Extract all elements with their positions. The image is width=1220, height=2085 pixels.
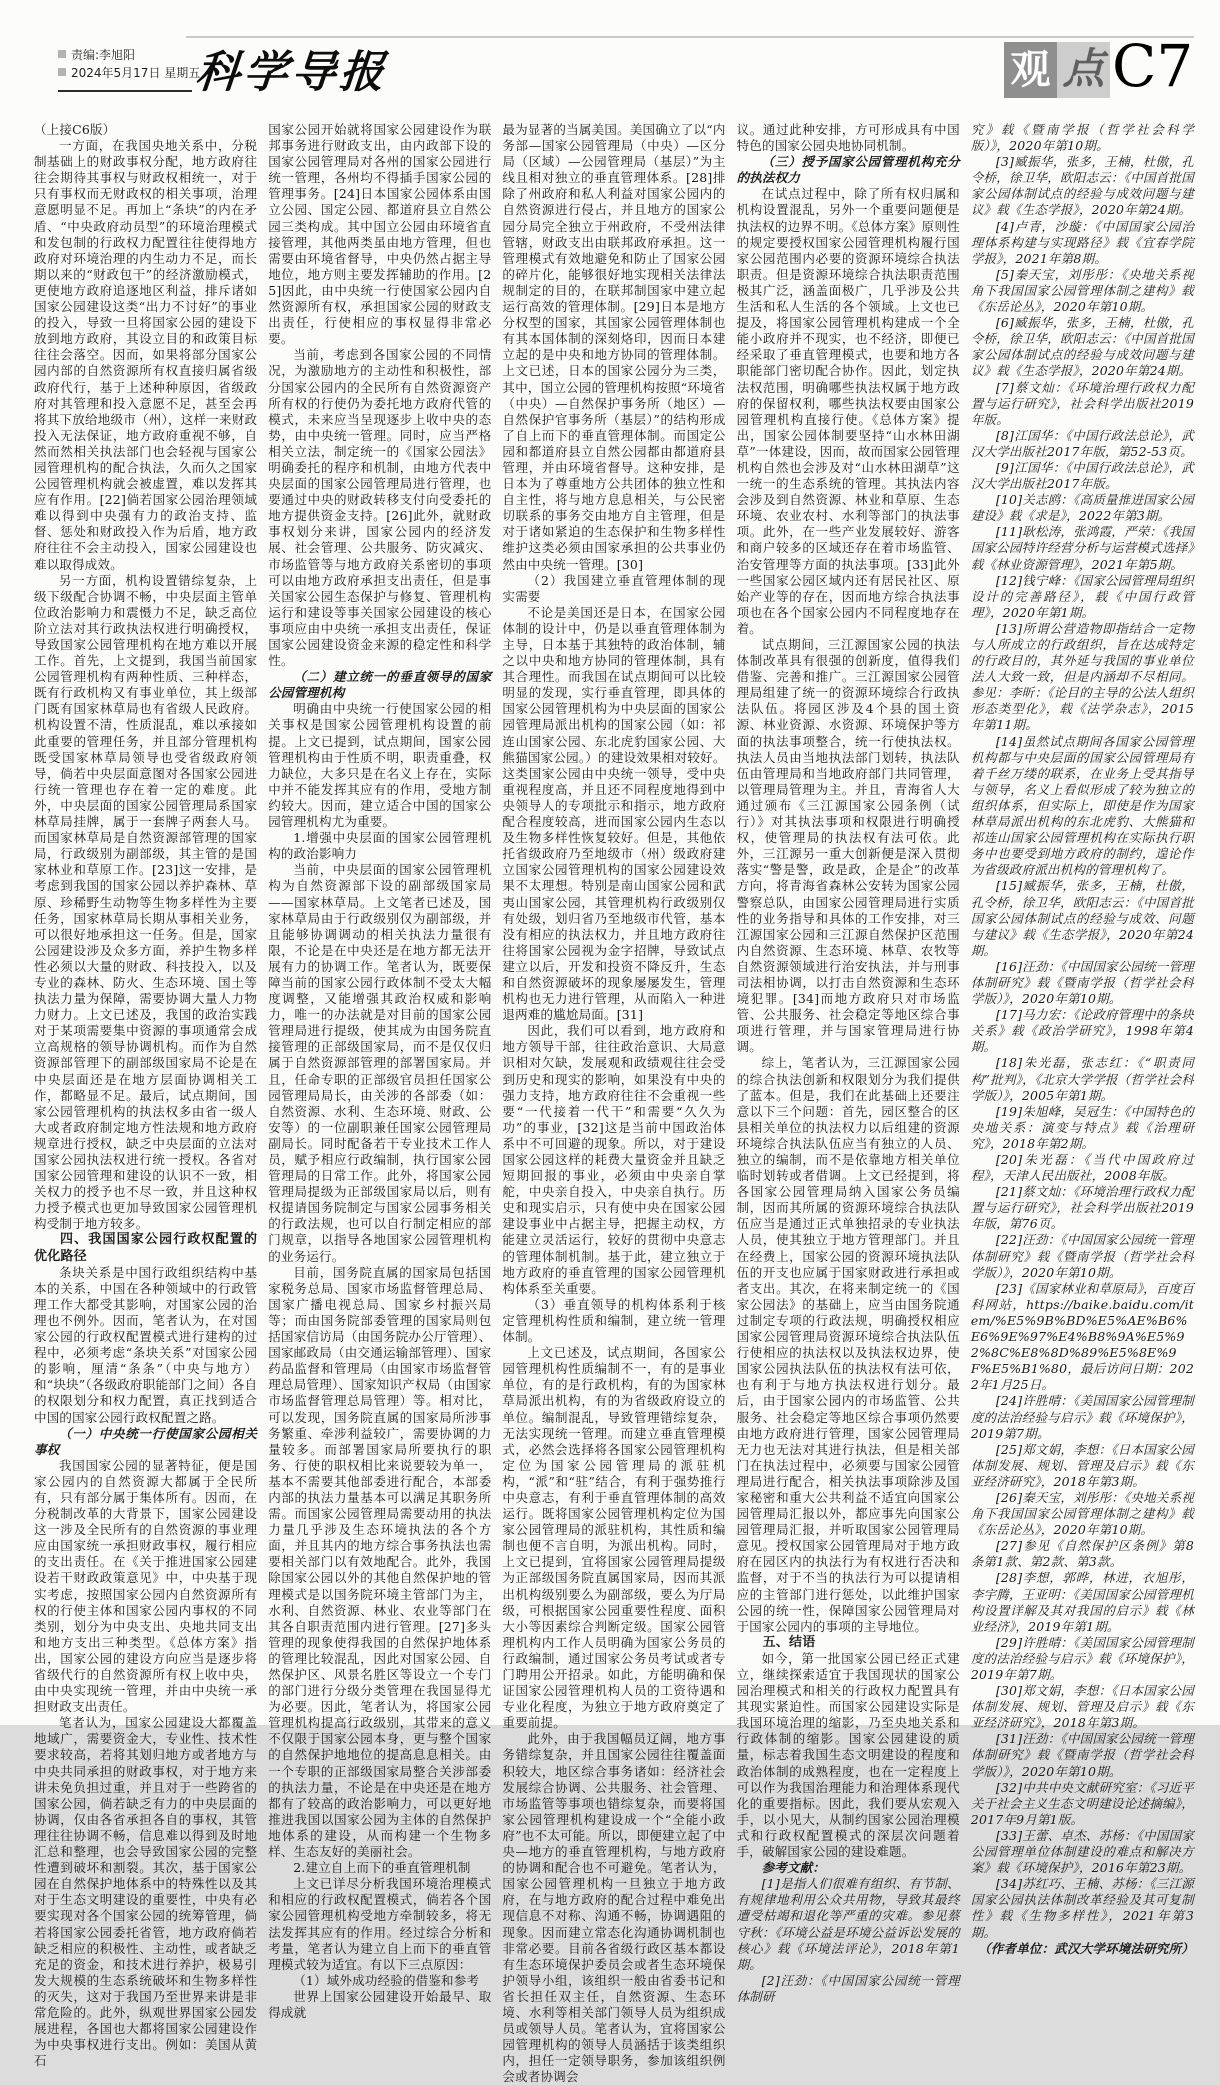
- text-column-1: [34, 122, 258, 2069]
- bullet-square-icon: [58, 68, 66, 76]
- paragraph: 此外，由于我国幅员辽阔，地方事务错综复杂，并且国家公园往往覆盖面积较大，地区综合事务诸如：经济社会发展综合协调、公共服务、社会管理、市场监管等事项也错综复杂，而要将国家公园管理机构建设成一个“全能小政府”也不太可能。所以，即便建立起了中央—地方的垂直管理机构，与地方政府的协调和配合也不可避免。笔者认为，国家公园管理机构一旦独立于地方政府，在与地方政府的配合过程中难免出现信息不对称、沟通不畅，协调遇阻的现象。因而建立常态化沟通协调机制也非常必要。目前各省级行政区基本都设有生态环境保护委员会或者生态环境保护领导小组，该组织一般由省委书记和省长担任双主任，自然资源、生态环境、水利等相关部门领导人员为组织成员或领导人员。笔者认为，宜将国家公园管理机构的领导人员涵括于该类组织内，担任一定领导职务，参加该组织例会或者协调会: [502, 1731, 726, 2085]
- section-heading: 五、结语: [762, 1634, 816, 1650]
- sub-heading: （二）建立统一的垂直领导的国家公园管理机构: [268, 669, 492, 701]
- sub-heading: （一）中央统一行使国家公园相关事权: [34, 1425, 258, 1457]
- paragraph: 当前，中央层面的国家公园管理机构为自然资源部下设的副部级国家局——国家林草局。上文笔者已述及，国家林草局由于行政级别仅为副部级，并且能够协调调动的相关执法力量很有限，不论是在中央还是在地方都无法开展有力的协调工作。笔者认为，既要保障当前的国家公园行政体制不受太大幅度调整，又能增强其政治权威和影响力，唯一的办法就是对目前的国家公园管理局进行提级，使其成为由国务院直接管理的正部级国家局，而不是仅仅归属于自然资源部管理的部署国家局。并且，任命专职的正部级官员担任国家公园管理局局长，由关涉的各部委（如：自然资源、水利、生态环境、财政、公安等）的一位副职兼任国家公园管理局副局长。同时配备若干专业技术工作人员，赋予相应行政编制，执行国家公园管理局的日常工作。此外，将国家公园管理局提级为正部级国家局以后，则有权提请国务院制定与国家公园事务相关的行政法规，也可以自行制定相应的部门规章，以指导各地国家公园管理机构的业务运行。: [268, 862, 492, 1264]
- reference-item: [17]马力宏：《论政府管理中的条块关系》载《政治学研究》，1998年第4期。: [970, 1007, 1195, 1055]
- paragraph: 世界上国家公园建设开始最早、取得成就: [268, 1988, 492, 2020]
- paragraph: 最为显著的当属美国。美国确立了以“内务部—国家公园管理局（中央）—区分局（区域）—公园管理局（基层）”为主线且相对独立的垂直管理体系。[28]排除了州政府和私人利益对国家公园内的自然资源进行侵占，并且地方的国家公园分局完全独立于州政府，不受州法律管辖，财政支出由联邦政府承担。这一管理模式有效地避免和防止了国家公园的碎片化，能够很好地实现相关法律法规制定的目的，在联邦制国家中建立起运行高效的管理体制。[29]日本是地方分权型的国家，其国家公园管理体制也有其本国体制的深刻烙印，因而日本建立起的是中央和地方协同的管理体制。上文已述，日本的国家公园分为三类，其中，国立公园的管理机构按照“环境省（中央）—自然保护事务所（地区）—自然保护官事务所（基层）”的结构形成了自上而下的垂直管理体制。而国定公园和都道府县立自然公园都由都道府县管理，并由环境省督导。这种安排，是日本为了尊重地方公共团体的独立性和自主性，将与地方息息相关，与公民密切联系的事务交由地方自主管理，但是对于诸如紧迫的生态保护和生物多样性维护这类必须由国家承担的公共事业仍然由中央统一管理。[30]: [502, 122, 726, 572]
- paragraph: 目前，国务院直属的国家局包括国家税务总局、国家市场监督管理总局、国家广播电视总局、国家乡村振兴局等；而由国务院部委管理的国家局则包括国家信访局（由国务院办公厅管理）、国家邮政局（由交通运输部管理）、国家药品监督和管理局（由国家市场监督管理总局管理）、国家知识产权局（由国家市场监督管理总局管理）等。相对比，可以发现，国务院直属的国家局所涉事务繁重、牵涉利益较广，需要协调的力量较多。而部署国家局所要执行的职务、行使的职权相比来说要较为单一，基本不需要其他部委进行配合，本部委内部的执法力量基本可以满足其职务所需。而国家公园管理局需要动用的执法力量几乎涉及生态环境执法的各个方面，并且其内的地方综合事务执法也需要相关部门以有效地配合。此外，我国除国家公园以外的其他自然保护地的管理模式是以国务院环境主管部门为主，水利、自然资源、林业、农业等部门在其各自职责范围内进行管理。[27]多头管理的现象使得我国的自然保护地体系的管理比较混乱，因此对国家公园、自然保护区、风景名胜区等设立一个专门的部门进行分级分类管理在我国显得尤为必要。因此，笔者认为，将国家公园管理机构提高行政级别，其带来的意义不仅限于国家公园本身，更与整个国家的自然保护地地位的提高息息相关。由一个专职的正部级国家局整合关涉部委的执法力量，不论是在中央还是在地方都有了较高的政治影响力，可以更好地推进我国以国家公园为主体的自然保护地体系的建设，从而构建一个生物多样、生态友好的美丽社会。: [268, 1264, 492, 1860]
- issue-date: 2024年5月17日 星期五: [71, 66, 201, 80]
- reference-item: [11]耿松涛，张鸿霞，严荣：《我国国家公园特许经营分析与运营模式选择》载《林业资源管理》，2021年第5期。: [970, 524, 1195, 572]
- reference-item: [31]汪劲：《中国国家公园统一管理体制研究》载《暨南学报（哲学社会科学版）》，2020年第10期。: [970, 1731, 1195, 1779]
- reference-item: [23]《国家林业和草原局》，百度百科网站，https://baike.baidu.com/item/%E5%9B%BD%E5%AE%B6%E6%9E%97%E4%B8%9A%E5%92%8C%E8%8D%89%E5%8E%9F%E5%B1%80，最后访问日期：2022年1月25日。: [970, 1280, 1195, 1393]
- reference-item: [3]臧振华，张多，王楠，杜傲，孔令桥，徐卫华，欧阳志云：《中国首批国家公园体制试点的经验与成效问题与建议》载《生态学报》，2020年第24期。: [970, 154, 1195, 218]
- article-body: [34, 122, 1195, 2085]
- paragraph: 国家公园开始就将国家公园建设作为联邦事务进行财政支出，由内政部下设的国家公园管理局对各州的国家公园进行统一管理，各州均不得插手国家公园的管理事务。[24]日本国家公园体系由国立公园、国定公园、都道府县立自然公园三类构成。其中国立公园由环境省直接管理，其他两类虽由地方管理，但也需要由环境省督导，中央仍然占据主导地位，地方则主要发挥辅助的作用。[25]因此，由中央统一行使国家公园内自然资源所有权，承担国家公园的财政支出责任，行使相应的事权显得非常必要。: [268, 122, 492, 347]
- header-meta: [58, 46, 201, 92]
- paragraph: 上文已详尽分析我国环境治理模式和相应的行政权配置模式，倘若各个国家公园管理机构受地方牵制较多，将无法发挥其应有的作用。经过综合分析和考量，笔者认为建立自上而下的垂直管理模式较为适宜。有以下三点原因：: [268, 1876, 492, 1972]
- paragraph: 综上，笔者认为，三江源国家公园的综合执法创新和权限划分为我们提供了蓝本。但是，我们在此基础上还要注意以下三个问题：首先，园区整合的区县相关单位的执法权力以后组建的资源环境综合执法队伍应当有独立的人员、独立的编制，而不是依靠地方相关单位临时划转或者借调。上文已经提到，将各国家公园管理局纳入国家公务员编制，因而其所属的资源环境综合执法队伍应当是通过正式单独招录的专业执法人员，使其独立于地方管理部门。并且在经费上，国家公园的资源环境执法队伍的开支也应属于国家财政进行承担或者支出。其次，在将来制定统一的《国家公园法》的基础上，应当由国务院通过制定专项的行政法规，明确授权相应国家公园管理局资源环境综合执法队伍行使相应的执法权以及执法权边界，使国家公园执法队伍的执法权有法可依，也有利于与地方执法权进行划分。最后，由于国家公园内的市场监管、公共服务、社会稳定等地区综合事项仍然要由地方政府进行管理，国家公园管理局无力也无法对其进行执法，但是相关部门在执法过程中，必须要与国家公园管理局进行配合，相关执法事项除涉及国家秘密和重大公共利益不适宜向国家公园管理局汇报以外，都应事先向国家公园管理局汇报，并听取国家公园管理局意见。授权国家公园管理局对于地方政府在园区内的执法行为有权进行否决和监督，对于不当的执法行为可以提请相应的主管部门进行惩处，以此维护国家公园的统一性，保障国家公园管理局对于国家公园内的事项的主导地位。: [736, 1055, 960, 1634]
- text-column-5: [970, 122, 1195, 1956]
- page-number: C7: [1112, 32, 1194, 100]
- author-affiliation: （作者单位：武汉大学环境法研究所）: [978, 1940, 1195, 1956]
- paragraph: 当前，考虑到各国家公园的不同情况，为激励地方的主动性和积极性，部分国家公园内的全民所有自然资源资产所有权的行使仍为委托地方政府代管的模式，未来应当呈现逐步上收中央的态势，由中央统一管理。同时，应当严格相关立法，制定统一的《国家公园法》明确委托的程序和机制，由地方代表中央层面的国家公园管理局进行管理，也要通过中央的财政转移支付向受委托的地方提供资金支持。[26]此外，就财政事权划分来讲，国家公园内的经济发展、社会管理、公共服务、防灾减灾、市场监管等与地方政府关系密切的事项可以由地方政府承担支出责任，但是事关国家公园生态保护与修复、管理机构运行和建设等事关国家公园建设的核心事项应由中央统一承担支出责任，保证国家公园建设资金来源的稳定性和科学性。: [268, 347, 492, 669]
- paragraph: 明确由中央统一行使国家公园的相关事权是国家公园管理机构设置的前提。上文已提到，试点期间，国家公园管理机构由于性质不明，职责重叠，权力缺位，大多只是在名义上存在，实际中并不能发挥其应有的作用，受地方制约较大。因而，建立适合中国的国家公园管理机构尤为重要。: [268, 701, 492, 830]
- paragraph: 一方面，在我国央地关系中，分税制基础上的财政事权分配，地方政府往往会期待其事权与财政权相统一，对于只有事权而无财政权的相关事项，治理意愿明显不足。再加上“条块”的内在矛盾、“中央政府动员型”的环境治理模式和发包制的行政权力配置往往使得地方政府对环境治理的内生动力不足，而长期以来的“财政包干”的经济激励模式，更使地方政府追逐地区利益，排斥诸如国家公园建设这类“出力不讨好”的事业的投入，导致一旦将国家公园的建设下放到地方政府，其设立目的和政策目标往往会落空。因而，如果将部分国家公园内部的自然资源所有权直接归属省级政府代行，基于上述种种原因，省级政府对其管理和投入意愿不足，甚至会再将其下放给地级市（州），这样一来财政投入无法保证，地方政府重视不够，自然而然相关执法部门也会轻视与国家公园管理机构的配合执法，久而久之国家公园管理机构就会被虚置，难以发挥其应有作用。[22]倘若国家公园治理领域难以得到中央强有力的政治支持、监督、惩处和财政投入作为后盾，地方政府往往不会主动投入，国家公园建设也难以取得成效。: [34, 138, 258, 572]
- masthead-title: 科学导报: [193, 47, 390, 98]
- paragraph: （1）域外成功经验的借鉴和参考: [293, 1972, 480, 1988]
- paragraph: （上接C6版）: [34, 122, 116, 137]
- section-badge: [1004, 42, 1110, 98]
- reference-item: [24]许胜晴：《美国国家公园管理制度的法治经验与启示》载《环境保护》，2019第7期。: [970, 1393, 1195, 1441]
- reference-item: [16]汪劲：《中国国家公园统一管理体制研究》载《暨南学报（哲学社会科学版）》，2020年第10期。: [970, 958, 1195, 1007]
- reference-item: [1]是指人们很难有组织、有节制、有规律地利用公众共用物，导致其最终遭受枯竭和退化等严重的灾难。参见蔡守秋：《环境公益是环境公益诉讼发展的核心》载《环境法评论》，2018年第1期。: [736, 1876, 960, 1972]
- reference-item: 究》载《暨南学报（哲学社会科学版）》，2020年第10期。: [970, 122, 1195, 154]
- section-heading: 四、我国国家公园行政权配置的优化路径: [34, 1232, 258, 1264]
- reference-item: [4]卢青，沙璇：《中国国家公园治理体系构建与实现路径》载《宜春学院学报》，2021年第8期。: [970, 218, 1195, 266]
- paragraph: 试点期间，三江源国家公园的执法体制改革具有很强的创新度，值得我们借鉴、完善和推广。三江源国家公园管理局组建了统一的资源环境综合行政执法队伍。将园区涉及4个县的国土资源、林业资源、水资源、环境保护等方面的执法事项整合，统一行使执法权。执法人员由当地执法部门划转，执法队伍由管理局和当地政府部门共同管理，以管理局管理为主。并且，青海省人大通过颁布《三江源国家公园条例（试行）》对其执法事项和权限进行明确授权，使管理局的执法权有法可依。此外，三江源另一重大创新便是深入贯彻落实“警是警，政是政，企是企”的改革方向，将青海省森林公安转为国家公园警察总队，由国家公园管理局进行实质性的业务指导和具体的工作安排，对三江源国家公园和三江源自然保护区范围内自然资源、生态环境、林草、农牧等自然资源领域进行治安执法，并与刑事司法相协调，以打击自然资源和生态环境犯罪。[34]而地方政府只对市场监管、公共服务、社会稳定等地区综合事项进行管理，并与国家管理局进行协调。: [736, 637, 960, 1055]
- text-column-4: [736, 122, 960, 2004]
- reference-item: [7]蔡文灿：《环境治理行政权力配置与运行研究》，社会科学出版社2019年版。: [970, 379, 1195, 427]
- editor-name: 责编:李旭阳: [71, 48, 136, 62]
- paragraph: 在试点过程中，除了所有权归属和机构设置混乱，另外一个重要问题便是执法权的边界不明。《总体方案》原则性的规定要授权国家公园管理机构履行国家公园范围内必要的资源环境综合执法职责。但是资源环境综合执法职责范围极其广泛，涵盖面极广，几乎涉及公共生活和私人生活的各个领域。上文也已提及，将国家公园管理机构建成一个全能小政府并不现实，也不经济，即便已经采取了垂直管理模式，也要和地方各职能部门密切配合协作。因此，划定执法权范围，明确哪些执法权属于地方政府的保留权利，哪些执法权要由国家公园管理机构直接行使。《总体方案》提出，国家公园体制要坚持“山水林田湖草”一体建设，因而，故而国家公园管理机构自然也会涉及对“山水林田湖草”这一统一的生态系统的管理。其执法内容会涉及到自然资源、林业和草原、生态环境、农业农村、水利等部门的执法事项。此外，在一些产业发展较好、游客和商户较多的区域还存在着市场监管、治安管理等方面的执法事项。[33]此外一些国家公园区域内还有居民社区、原始产业等的存在，因而地方综合执法事项也在各个国家公园内不同程度地存在着。: [736, 186, 960, 636]
- reference-item: [2]汪劲：《中国国家公园统一管理体制研: [736, 1972, 960, 2004]
- paragraph: 我国国家公园的显著特征，便是国家公园内的自然资源大都属于全民所有，只有部分属于集体所有。因而，在分税制改革的大背景下，国家公园建设这一涉及全民所有的自然资源的事业理应由国家统一承担财政事权，履行相应的支出责任。在《关于推进国家公园建设若干财政政策意见》中，中央基于现实考虑，按照国家公园内自然资源所有权的行使主体和国家公园内事权的不同类别，划分为中央支出、央地共同支出和地方支出三种类型。《总体方案》指出，国家公园的建设方向应当是逐步将省级代行的自然资源所有权上收中央，由中央实现统一管理，并由中央统一承担财政支出责任。: [34, 1457, 258, 1715]
- reference-item: [27]参见《自然保护区条例》第8条第1款、第2款、第3款。: [970, 1538, 1195, 1570]
- paragraph: 2.建立自上而下的垂直管理机制: [293, 1860, 471, 1876]
- reference-item: [25]郑文娟，李想：《日本国家公园体制发展、规划、管理及启示》载《东亚经济研究》，2018年第3期。: [970, 1441, 1195, 1489]
- reference-item: [12]钱宁峰：《国家公园管理局组织设计的完善路径》，载《中国行政管理》，2020年第1期。: [970, 572, 1195, 620]
- paragraph: 因此，我们可以看到，地方政府和地方领导干部，往往政治意识、大局意识相对欠缺，发展观和政绩观往往会受到历史和现实的影响，如果没有中央的强力支持，地方政府往往不会重视一些要“一代接着一代干”和需要“久久为功”的事业，[32]这是当前中国政治体系中不可回避的现象。所以，对于建设国家公园这样的耗费大量资金并且缺乏短期回报的事业，必须由中央亲自掌舵，中央亲自投入，中央亲自执行。历史和现实启示，只有使中央在国家公园建设事业中占据主导，把握主动权，方能建立灵活运行，较好的贯彻中央意志的管理体制机制。基于此，建立独立于地方政府的垂直管理的国家公园管理机构体系至关重要。: [502, 1023, 726, 1296]
- reference-item: [21]蔡文灿：《环境治理行政权力配置与运行研究》，社会科学出版社2019年版，第76页。: [970, 1184, 1195, 1232]
- section-char-guan: 观: [1004, 42, 1057, 98]
- editor-line: [58, 46, 192, 64]
- bullet-square-icon: [58, 50, 66, 58]
- paragraph: 另一方面，机构设置错综复杂，上级下级配合协调不畅，中央层面主管单位政治影响力和震慑力不足，缺乏高位阶立法对其行政执法权进行明确授权，导致国家公园管理机构在地方难以开展工作。首先，上文提到，我国当前国家公园管理机构有两种性质、三种样态，既有行政机构又有事业单位，其上级部门既有国家林草局也有省级人民政府。机构设置不清，性质混乱，难以承接如此重要的管理任务，并且部分管理机构既受国家林草局领导也受省级政府领导，倘若中央层面意图对各国家公园进行统一管理也存在着一定的难度。此外，中央层面的国家公园管理局系国家林草局挂牌，属于一套牌子两套人马。而国家林草局是自然资源部管理的国家局，行政级别为副部级，其主管的是国家林业和草原工作。[23]这一安排，是考虑到我国的国家公园以养护森林、草原、珍稀野生动物等生物多样性为主要任务，国家林草局长期从事相关业务，可以很好地承担这一任务。但是，国家公园建设涉及众多方面，养护生物多样性必须以大量的财政、科技投入，以及专业的森林、防火、生态环境、国土等执法力量为保障，需要协调大量人力物力财力。上文已述及，我国的政治实践对于某项需要集中资源的事项通常会成立高规格的领导协调机构。而作为自然资源部管理下的副部级国家局不论是在中央层面还是在地方层面协调相关工作，都略显不足。最后，试点期间，国家公园管理机构的执法权多由省一级人大或者政府制定地方性法规和地方政府规章进行授权，缺乏中央层面的立法对国家公园执法权进行统一授权。各省对国家公园管理和建设的认识不一致，相关权力的授予也不尽一致，并且这种权力授予模式也更加导致国家公园管理机构受制于地方较多。: [34, 572, 258, 1232]
- reference-item: [30]郑文娟，李想：《日本国家公园体制发展、规划、管理及启示》载《东亚经济研究》，2018年第3期。: [970, 1683, 1195, 1731]
- paragraph: 不论是美国还是日本，在国家公园体制的设计中，仍是以垂直管理体制为主导，日本基于其独特的政治体制，辅之以中央和地方协同的管理体制，具有其合理性。而我国在试点期间可以比较明显的发现，实行垂直管理，即具体的国家公园管理机构为中央层面的国家公园管理局派出机构的国家公园（如：祁连山国家公园、东北虎豹国家公园、大熊猫国家公园。）的建设效果相对较好。这类国家公园由中央统一领导，受中央重视程度高，并且还不同程度地得到中央领导人的专项批示和指示，地方政府配合程度较高，进而国家公园内生态以及生物多样性恢复较好。但是，其他依托省级政府乃至地级市（州）级政府建立国家公园管理机构的国家公园建设效果不太理想。特别是南山国家公园和武夷山国家公园，其管理机构行政级别仅有处级，划归省乃至地级市代管，基本没有相应的执法权力，并且地方政府往往将国家公园视为金字招牌，导致试点建立以后，开发和投资不降反升，生态和自然资源破坏的现象屡屡发生，管理机构也无力进行管理，从而陷入一种进退两难的尴尬局面。[31]: [502, 604, 726, 1023]
- text-column-2: [268, 122, 492, 2020]
- reference-item: [32]中共中央文献研究室：《习近平关于社会主义生态文明建设论述摘编》，2017年9月第1版。: [970, 1779, 1195, 1827]
- reference-item: [19]朱旭峰，吴冠生：《中国特色的央地关系：演变与特点》载《治理研究》，2018年第2期。: [970, 1103, 1195, 1151]
- reference-item: [5]秦天宝，刘彤彤：《央地关系视角下我国国家公园管理体制之建构》载《东岳论丛》，2020年第10期。: [970, 266, 1195, 315]
- paragraph: 1.增强中央层面的国家公园管理机构的政治影响力: [268, 830, 492, 862]
- paragraph: 笔者认为，国家公园建设大都覆盖地域广，需要资金大，专业性、技术性要求较高，若将其划归地方或者地方与中央共同承担的财政事权，对于地方来讲未免负担过重，并且对于一些跨省的国家公园，倘若缺乏有力的中央层面的协调，仅由各省承担各自的事权，其管理往往协调不畅，信息难以得到及时地汇总和整理，也会导致国家公园的完整性遭到破坏和割裂。其次，基于国家公园在自然保护地体系中的特殊性以及其对于生态文明建设的重要性，中央有必要实现对各个国家公园的统筹管理，倘若将国家公园委托省管，地方政府倘若缺乏相应的积极性、主动性，或者缺乏充足的资金，和技术进行养护，极易引发大规模的生态系统破坏和生物多样性的灭失，这对于我国乃至世界来讲是非常危险的。此外，纵观世界国家公园发展进程，各国也大都将国家公园建设作为中央事权进行支出。例如：美国从黄石: [34, 1715, 258, 2069]
- paragraph: （3）垂直领导的机构体系利于核定管理机构性质和编制，建立统一管理体制。: [502, 1296, 726, 1345]
- paragraph: 条块关系是中国行政组织结构中基本的关系，中国在各种领域中的行政管理工作大都受其影响，对国家公园的治理也不例外。因而，笔者认为，在对国家公园的行政权配置模式进行建构的过程中，必须考虑“条块关系”对国家公园的影响，厘清“条条”（中央与地方）和“块块”（各级政府职能部门之间）各自的权限划分和权力配置，真正找到适合中国的国家公园行政权配置之路。: [34, 1264, 258, 1425]
- reference-item: [20]朱光磊：《当代中国政府过程》，天津人民出版社，2008年版。: [970, 1152, 1195, 1184]
- references-heading: 参考文献：: [761, 1860, 826, 1876]
- paragraph: （2）我国建立垂直管理体制的现实需要: [502, 572, 726, 604]
- reference-item: [8]江国华：《中国行政法总论》，武汉大学出版社2017年版，第52-53页。: [970, 427, 1195, 459]
- date-line: [58, 64, 201, 82]
- reference-item: [13]所谓公营造物即指结合一定物与人所成立的行政组织，旨在达成特定的行政目的，其外延与我国的事业单位法人大致一致，但是内涵却不尽相同。参见：李昕：《论目的主导的公法人组织形态类型化》，载《法学杂志》，2015年第11期。: [970, 620, 1195, 733]
- reference-item: [28]李想，郭晔，林进，衣旭彤，李宇腾，王亚明：《美国国家公园管理机构设置详解及其对我国的启示》载《林业经济》，2019年第1期。: [970, 1570, 1195, 1634]
- reference-item: [9]江国华：《中国行政法总论》，武汉大学出版社2017年版。: [970, 459, 1195, 492]
- reference-item: [18]朱光磊，张志红：《“职责同构”批判》，《北京大学学报（哲学社会科学版）》，2005年第1期。: [970, 1055, 1195, 1103]
- reference-item: [22]汪劲：《中国国家公园统一管理体制研究》载《暨南学报（哲学社会科学版）》，2020年第10期。: [970, 1232, 1195, 1280]
- reference-item: [10]关志鸥：《高质量推进国家公园建设》载《求是》，2022年第3期。: [970, 492, 1195, 524]
- reference-item: [33]王蕾、卓杰、苏杨：《中国国家公园管理单位体制建设的难点和解决方案》载《环境保护》，2016年第23期。: [970, 1827, 1195, 1876]
- paragraph: 如今，第一批国家公园已经正式建立，继续探索适宜于我国现状的国家公园治理模式和相关的行政权力配置具有其现实紧迫性。而国家公园建设实际是我国环境治理的缩影，乃至央地关系和行政体制的缩影。国家公园建设的质量，标志着我国生态文明建设的程度和政治体制的成熟程度，也在一定程度上可以作为我国治理能力和治理体系现代化的重要指标。因此，我们要从宏观入手，以小见大，从制约国家公园治理模式和行政权配置模式的深层次问题着手，破解国家公园的建设难题。: [736, 1650, 960, 1860]
- reference-item: [26]秦天宝，刘彤彤：《央地关系视角下我国国家公园管理体制之建构》载《东岳论丛》，2020年第10期。: [970, 1489, 1195, 1538]
- reference-item: [6]臧振华，张多，王楠，杜傲，孔令桥，徐卫华，欧阳志云：《中国首批国家公园体制试点的经验与成效问题与建议》载《生态学报》，2020年第24期。: [970, 315, 1195, 379]
- reference-item: [34]苏红巧、王楠、苏杨：《三江源国家公园执法体制改革经验及其可复制性》载《生物多样性》，2021年第3期。: [970, 1876, 1195, 1940]
- section-char-dian: 点: [1057, 42, 1110, 98]
- reference-item: [15]臧振华，张多，王楠，杜傲，孔令桥，徐卫华，欧阳志云：《中国首批国家公园体制试点的经验与成效、问题与建议》载《生态学报》，2020年第24期。: [970, 878, 1195, 958]
- paragraph: 议。通过此种安排，方可形成具有中国特色的国家公园央地协同机制。: [736, 122, 960, 154]
- text-column-3: [502, 122, 726, 2085]
- paragraph: 上文已述及，试点期间，各国家公园管理机构性质编制不一，有的是事业单位，有的是行政机构，有的为国家林草局派出机构，有的为省级政府设立的单位。编制混乱，导致管理错综复杂，无法实现统一管理。而建立垂直管理模式，必然会选择将各国家公园管理机构定位为国家公园管理局的派驻机构，“派”和“驻”结合，有利于强势推行中央意志，有利于垂直管理体制的高效运行。既将国家公园管理机构定位为国家公园管理局的派驻机构，其性质和编制也便不言自明，为派出机构。同时，上文已提到，宜将国家公园管理局提级为正部级国务院直属国家局，因而其派出机构级别要么为副部级，要么为厅局级，可根据国家公园重要性程度、面积大小等因素综合判断定级。国家公园管理机构内工作人员明确为国家公务员的行政编制，通过国家公务员考试或者专门聘用公开招录。如此，方能明确和保证国家公园管理机构人员的工资待遇和专业化程度，为独立于地方政府奠定了重要前提。: [502, 1345, 726, 1731]
- sub-heading: （三）授予国家公园管理机构充分的执法权力: [736, 154, 960, 186]
- reference-item: [29]许胜晴：《美国国家公园管理制度的法治经验与启示》载《环境保护》，2019年第7期。: [970, 1634, 1195, 1682]
- reference-item: [14]虽然试点期间各国家公园管理机构都与中央层面的国家公园管理局有着千丝万缕的联系，在业务上受其指导与领导，名义上看似形成了较为独立的组织体系，但实际上，即使是作为国家林草局派出机构的东北虎豹、大熊猫和祁连山国家公园管理机构在实际执行职务中也要受到地方政府的制约，遑论作为省级政府派出机构的管理机构了。: [970, 733, 1195, 878]
